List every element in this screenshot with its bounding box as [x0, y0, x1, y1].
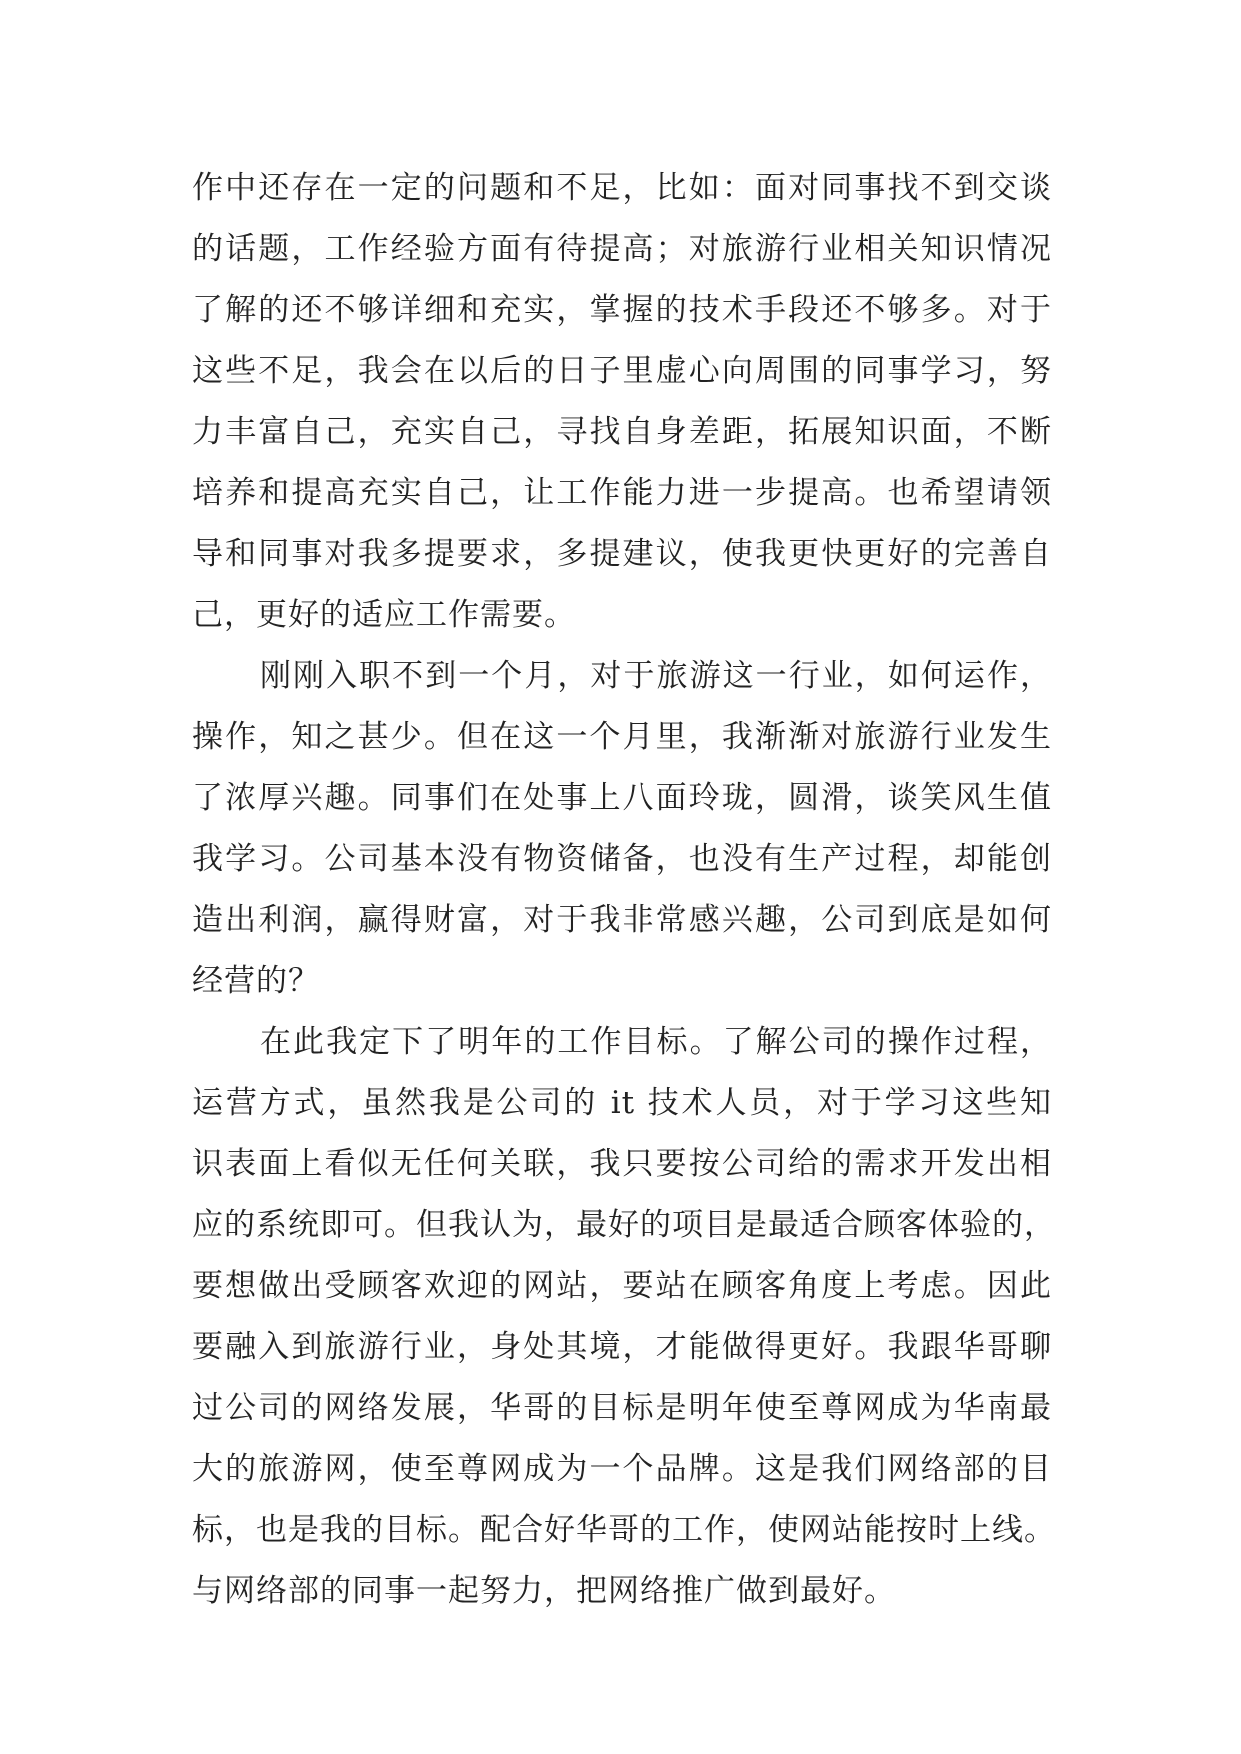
- text-line-12: 我学习。公司基本没有物资储备，也没有生产过程，却能创: [192, 841, 1052, 877]
- text-line-20: 要融入到旅游行业，身处其境，才能做得更好。我跟华哥聊: [192, 1329, 1052, 1365]
- text-line-9: 刚刚入职不到一个月，对于旅游这一行业，如何运作，: [260, 658, 1052, 694]
- text-line-13: 造出利润，赢得财富，对于我非常感兴趣，公司到底是如何: [192, 902, 1052, 938]
- text-line-5: 力丰富自己，充实自己，寻找自身差距，拓展知识面，不断: [192, 414, 1052, 450]
- text-line-2: 的话题，工作经验方面有待提高；对旅游行业相关知识情况: [192, 231, 1052, 267]
- text-line-21: 过公司的网络发展，华哥的目标是明年使至尊网成为华南最: [192, 1390, 1052, 1426]
- text-line-23: 标，也是我的目标。配合好华哥的工作，使网站能按时上线。: [192, 1512, 1056, 1548]
- text-line-3: 了解的还不够详细和充实，掌握的技术手段还不够多。对于: [192, 292, 1052, 328]
- text-line-11: 了浓厚兴趣。同事们在处事上八面玲珑，圆滑，谈笑风生值: [192, 780, 1052, 816]
- text-line-7: 导和同事对我多提要求，多提建议，使我更快更好的完善自: [192, 536, 1052, 572]
- text-line-4: 这些不足，我会在以后的日子里虚心向周围的同事学习，努: [192, 353, 1052, 389]
- text-line-17: 识表面上看似无任何关联，我只要按公司给的需求开发出相: [192, 1146, 1052, 1182]
- text-line-18: 应的系统即可。但我认为，最好的项目是最适合顾客体验的，: [192, 1207, 1056, 1243]
- text-line-8: 己，更好的适应工作需要。: [192, 597, 576, 633]
- text-line-1: 作中还存在一定的问题和不足，比如：面对同事找不到交谈: [192, 170, 1052, 206]
- document-body: [192, 158, 1056, 1622]
- text-line-19: 要想做出受顾客欢迎的网站，要站在顾客角度上考虑。因此: [192, 1268, 1052, 1304]
- text-line-15: 在此我定下了明年的工作目标。了解公司的操作过程，: [260, 1024, 1052, 1060]
- text-line-6: 培养和提高充实自己，让工作能力进一步提高。也希望请领: [192, 475, 1052, 511]
- text-line-16: 运营方式，虽然我是公司的 it 技术人员，对于学习这些知: [192, 1085, 1052, 1121]
- text-line-10: 操作，知之甚少。但在这一个月里，我渐渐对旅游行业发生: [192, 719, 1052, 755]
- text-line-24: 与网络部的同事一起努力，把网络推广做到最好。: [192, 1573, 896, 1609]
- text-line-22: 大的旅游网，使至尊网成为一个品牌。这是我们网络部的目: [192, 1451, 1052, 1487]
- text-line-14: 经营的？: [192, 963, 320, 999]
